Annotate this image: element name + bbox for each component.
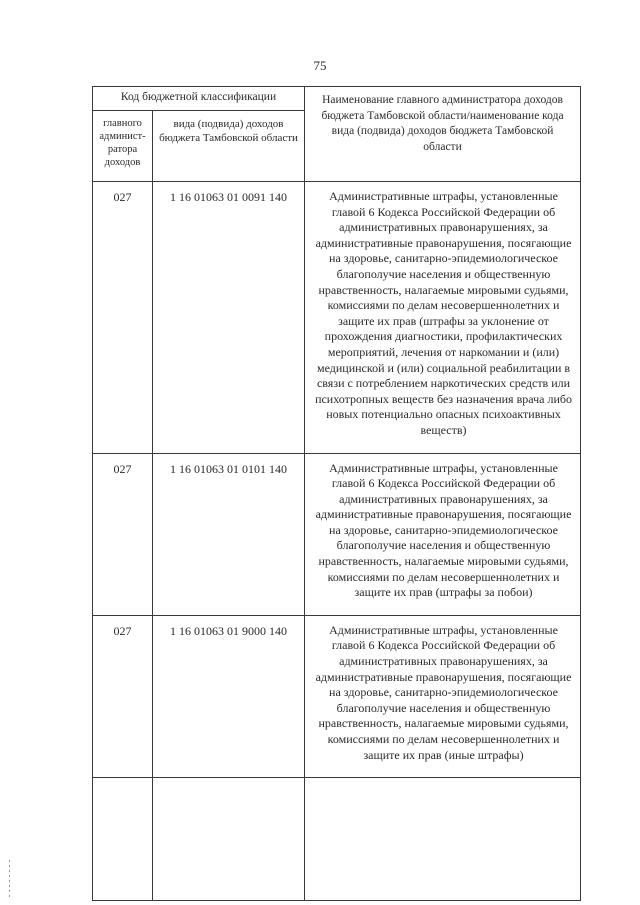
- budget-classification-table: [92, 86, 581, 901]
- empty-cell: [305, 778, 581, 901]
- scan-edge-mark: [9, 860, 10, 900]
- admin-code-cell: 027: [93, 453, 153, 615]
- admin-code-cell: 027: [93, 615, 153, 777]
- table-column-extension: [93, 778, 581, 901]
- header-name-column: Наименование главного администратора доходов бюджета Тамбовской области/наименование кода вида (подвида) доходов бюджета Тамбовской области: [305, 87, 581, 182]
- admin-code-cell: 027: [93, 182, 153, 454]
- header-admin-column: главного админист-ратора доходов: [93, 111, 153, 182]
- header-group-label: Код бюджетной классификации: [93, 87, 305, 111]
- income-code-cell: 1 16 01063 01 0101 140: [153, 453, 305, 615]
- empty-cell: [93, 778, 153, 901]
- income-name-cell: Административные штрафы, установленные главой 6 Кодекса Российской Федерации об административных правонарушениях, за административные правонарушения, посягающие на здоровье, санитарно-эпидемиологическое благополучие населения и общественную нравственность, налагаемые мировыми судьями, комиссиями по делам несовершеннолетних и защите их прав (штрафы за уклонение от прохождения диагностики, профилактических мероприятий, лечения от наркомании и (или) медицинской и (или) социальной реабилитации в связи с потреблением наркотических средств или психотропных веществ без назначения врача либо новых потенциально опасных психоактивных веществ): [305, 182, 581, 454]
- table-row: [93, 453, 581, 615]
- income-code-cell: 1 16 01063 01 0091 140: [153, 182, 305, 454]
- page-number: 75: [313, 58, 327, 73]
- table-row: [93, 615, 581, 777]
- income-code-cell: 1 16 01063 01 9000 140: [153, 615, 305, 777]
- table-header-row: [93, 87, 581, 111]
- income-name-cell: Административные штрафы, установленные главой 6 Кодекса Российской Федерации об административных правонарушениях, за административные правонарушения, посягающие на здоровье, санитарно-эпидемиологическое благополучие населения и общественную нравственность, налагаемые мировыми судьями, комиссиями по делам несовершеннолетних и защите их прав (иные штрафы): [305, 615, 581, 777]
- table-row: [93, 182, 581, 454]
- header-code-column: вида (подвида) доходов бюджета Тамбовской области: [153, 111, 305, 182]
- empty-cell: [153, 778, 305, 901]
- income-name-cell: Административные штрафы, установленные главой 6 Кодекса Российской Федерации об административных правонарушениях, за административные правонарушения, посягающие на здоровье, санитарно-эпидемиологическое благополучие населения и общественную нравственность, налагаемые мировыми судьями, комиссиями по делам несовершеннолетних и защите их прав (штрафы за побои): [305, 453, 581, 615]
